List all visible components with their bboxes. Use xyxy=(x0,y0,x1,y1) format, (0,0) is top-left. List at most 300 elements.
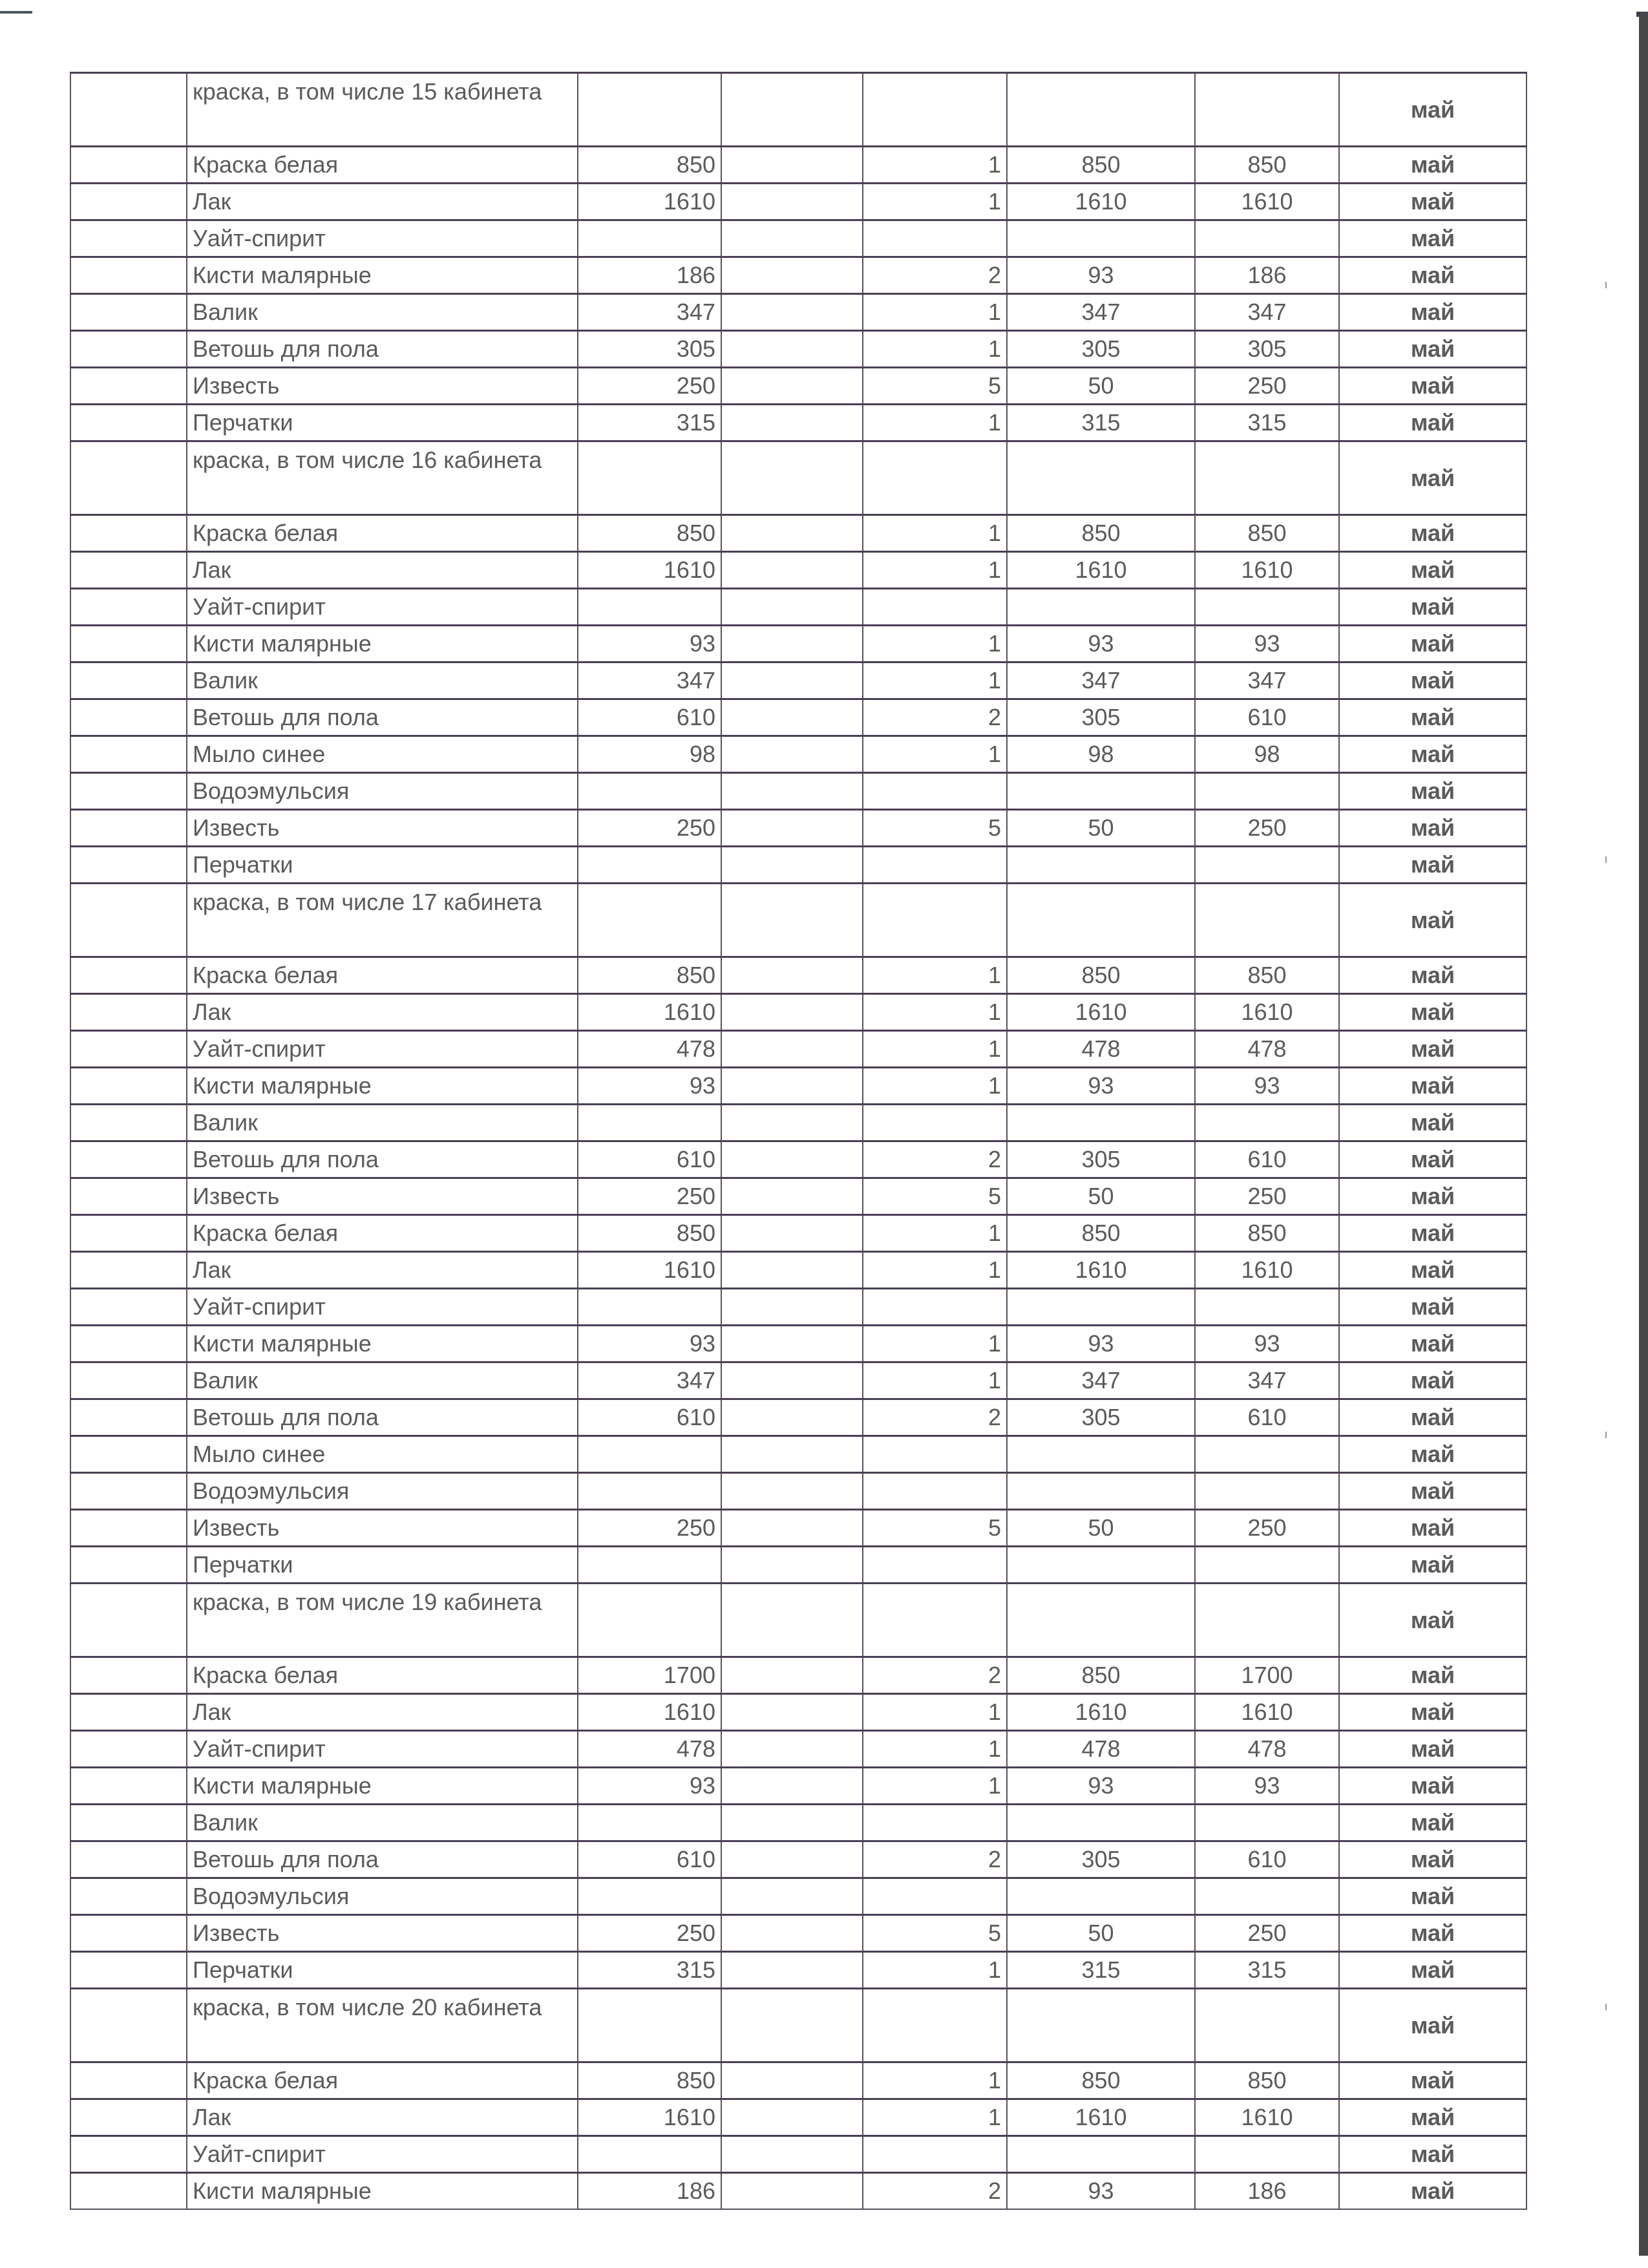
unit-price-cell: 850 xyxy=(1007,1657,1195,1694)
empty-cell xyxy=(721,1584,863,1657)
empty-cell xyxy=(721,1841,863,1878)
empty-cell xyxy=(721,1878,863,1915)
price-cell xyxy=(578,73,721,147)
price-cell xyxy=(578,220,721,257)
price-cell xyxy=(578,441,721,515)
quantity-cell xyxy=(863,1878,1007,1915)
empty-cell xyxy=(721,1805,863,1841)
month-cell: май xyxy=(1339,1952,1527,1989)
unit-price-cell xyxy=(1007,847,1195,884)
total-cell xyxy=(1195,1547,1339,1584)
price-cell: 93 xyxy=(578,626,721,662)
total-cell: 305 xyxy=(1195,331,1339,368)
total-cell: 347 xyxy=(1195,662,1339,699)
item-name-cell: Уайт-спирит xyxy=(187,1731,578,1768)
month-cell: май xyxy=(1339,847,1527,884)
index-cell xyxy=(70,736,187,773)
quantity-cell: 1 xyxy=(863,2062,1007,2099)
total-cell: 610 xyxy=(1195,699,1339,736)
empty-cell xyxy=(721,626,863,662)
table-row xyxy=(70,1178,1527,1215)
table-row xyxy=(70,1731,1527,1768)
total-cell: 610 xyxy=(1195,1399,1339,1436)
unit-price-cell: 478 xyxy=(1007,1731,1195,1768)
item-name-cell: Уайт-спирит xyxy=(187,2136,578,2173)
item-name-cell: Краска белая xyxy=(187,515,578,552)
price-cell: 347 xyxy=(578,1362,721,1399)
empty-cell xyxy=(721,552,863,589)
unit-price-cell: 50 xyxy=(1007,1915,1195,1952)
quantity-cell: 2 xyxy=(863,2173,1007,2210)
empty-cell xyxy=(721,884,863,957)
unit-price-cell: 315 xyxy=(1007,1952,1195,1989)
month-cell: май xyxy=(1339,2099,1527,2136)
index-cell xyxy=(70,847,187,884)
index-cell xyxy=(70,1510,187,1547)
empty-cell xyxy=(721,1915,863,1952)
total-cell: 93 xyxy=(1195,1768,1339,1805)
unit-price-cell xyxy=(1007,1547,1195,1584)
price-cell: 610 xyxy=(578,699,721,736)
item-name-cell: Валик xyxy=(187,662,578,699)
item-name-cell: Уайт-спирит xyxy=(187,589,578,626)
quantity-cell: 2 xyxy=(863,1657,1007,1694)
empty-cell xyxy=(721,220,863,257)
empty-cell xyxy=(721,957,863,994)
month-cell: май xyxy=(1339,1068,1527,1105)
table-row xyxy=(70,368,1527,405)
quantity-cell xyxy=(863,1584,1007,1657)
price-cell: 305 xyxy=(578,331,721,368)
unit-price-cell: 93 xyxy=(1007,626,1195,662)
total-cell: 850 xyxy=(1195,2062,1339,2099)
table-row xyxy=(70,1952,1527,1989)
table-row xyxy=(70,1694,1527,1731)
month-cell: май xyxy=(1339,1141,1527,1178)
table-row xyxy=(70,626,1527,662)
item-name-cell: краска, в том числе 15 кабинета xyxy=(187,73,578,147)
quantity-cell: 1 xyxy=(863,1031,1007,1068)
unit-price-cell: 1610 xyxy=(1007,1252,1195,1289)
item-name-cell: Уайт-спирит xyxy=(187,1031,578,1068)
index-cell xyxy=(70,1841,187,1878)
empty-cell xyxy=(721,994,863,1031)
month-cell: май xyxy=(1339,1436,1527,1473)
index-cell xyxy=(70,2099,187,2136)
total-cell: 850 xyxy=(1195,1215,1339,1252)
item-name-cell: Известь xyxy=(187,810,578,847)
unit-price-cell: 347 xyxy=(1007,662,1195,699)
total-cell: 1700 xyxy=(1195,1657,1339,1694)
empty-cell xyxy=(721,515,863,552)
index-cell xyxy=(70,1362,187,1399)
total-cell xyxy=(1195,441,1339,515)
empty-cell xyxy=(721,441,863,515)
quantity-cell: 1 xyxy=(863,184,1007,220)
item-name-cell: Краска белая xyxy=(187,957,578,994)
item-name-cell: Кисти малярные xyxy=(187,626,578,662)
quantity-cell xyxy=(863,1473,1007,1510)
table-row xyxy=(70,294,1527,331)
month-cell: май xyxy=(1339,773,1527,810)
item-name-cell: Ветошь для пола xyxy=(187,1841,578,1878)
month-cell: май xyxy=(1339,405,1527,441)
index-cell xyxy=(70,1694,187,1731)
table-row xyxy=(70,220,1527,257)
unit-price-cell xyxy=(1007,1105,1195,1141)
table-row xyxy=(70,2099,1527,2136)
price-cell: 1610 xyxy=(578,184,721,220)
table-row xyxy=(70,1657,1527,1694)
unit-price-cell xyxy=(1007,1473,1195,1510)
empty-cell xyxy=(721,1731,863,1768)
item-name-cell: Валик xyxy=(187,1362,578,1399)
table-row xyxy=(70,1141,1527,1178)
unit-price-cell: 1610 xyxy=(1007,994,1195,1031)
empty-cell xyxy=(721,1989,863,2062)
item-name-cell: Лак xyxy=(187,552,578,589)
total-cell: 347 xyxy=(1195,294,1339,331)
item-name-cell: Известь xyxy=(187,1510,578,1547)
quantity-cell: 2 xyxy=(863,1141,1007,1178)
table-row xyxy=(70,1105,1527,1141)
table-row xyxy=(70,257,1527,294)
price-cell: 186 xyxy=(578,2173,721,2210)
quantity-cell xyxy=(863,589,1007,626)
table-row xyxy=(70,699,1527,736)
table-row xyxy=(70,1215,1527,1252)
empty-cell xyxy=(721,1215,863,1252)
month-cell: май xyxy=(1339,1694,1527,1731)
index-cell xyxy=(70,515,187,552)
total-cell xyxy=(1195,1436,1339,1473)
table-row xyxy=(70,184,1527,220)
quantity-cell xyxy=(863,1436,1007,1473)
month-cell: май xyxy=(1339,2173,1527,2210)
price-cell: 250 xyxy=(578,810,721,847)
table-row xyxy=(70,1510,1527,1547)
total-cell: 1610 xyxy=(1195,1252,1339,1289)
unit-price-cell xyxy=(1007,2136,1195,2173)
item-name-cell: Кисти малярные xyxy=(187,1768,578,1805)
month-cell: май xyxy=(1339,736,1527,773)
price-cell: 1610 xyxy=(578,1252,721,1289)
total-cell: 850 xyxy=(1195,515,1339,552)
empty-cell xyxy=(721,736,863,773)
month-cell: май xyxy=(1339,1399,1527,1436)
table-row xyxy=(70,2062,1527,2099)
item-name-cell: Валик xyxy=(187,1105,578,1141)
item-name-cell: краска, в том числе 16 кабинета xyxy=(187,441,578,515)
price-cell: 478 xyxy=(578,1731,721,1768)
price-cell: 1700 xyxy=(578,1657,721,1694)
price-cell: 93 xyxy=(578,1326,721,1362)
price-cell: 186 xyxy=(578,257,721,294)
index-cell xyxy=(70,1657,187,1694)
month-cell: май xyxy=(1339,1584,1527,1657)
table-row xyxy=(70,147,1527,184)
scan-mark-dash xyxy=(0,11,32,14)
month-cell: май xyxy=(1339,662,1527,699)
index-cell xyxy=(70,1252,187,1289)
price-cell xyxy=(578,1584,721,1657)
quantity-cell: 1 xyxy=(863,994,1007,1031)
total-cell xyxy=(1195,1473,1339,1510)
item-name-cell: Перчатки xyxy=(187,1952,578,1989)
scan-speck xyxy=(1605,282,1607,288)
unit-price-cell: 347 xyxy=(1007,294,1195,331)
quantity-cell xyxy=(863,1289,1007,1326)
item-name-cell: Ветошь для пола xyxy=(187,1399,578,1436)
empty-cell xyxy=(721,257,863,294)
empty-cell xyxy=(721,2136,863,2173)
quantity-cell: 1 xyxy=(863,515,1007,552)
month-cell: май xyxy=(1339,1105,1527,1141)
scan-page-edge xyxy=(1639,12,1648,2256)
quantity-cell: 1 xyxy=(863,147,1007,184)
quantity-cell xyxy=(863,73,1007,147)
index-cell xyxy=(70,1952,187,1989)
empty-cell xyxy=(721,294,863,331)
table-row xyxy=(70,847,1527,884)
index-cell xyxy=(70,1178,187,1215)
unit-price-cell xyxy=(1007,1289,1195,1326)
empty-cell xyxy=(721,1326,863,1362)
index-cell xyxy=(70,1141,187,1178)
index-cell xyxy=(70,2173,187,2210)
quantity-cell: 1 xyxy=(863,1215,1007,1252)
month-cell: май xyxy=(1339,1178,1527,1215)
unit-price-cell: 93 xyxy=(1007,257,1195,294)
index-cell xyxy=(70,220,187,257)
empty-cell xyxy=(721,2173,863,2210)
month-cell: май xyxy=(1339,2062,1527,2099)
total-cell: 250 xyxy=(1195,1178,1339,1215)
quantity-cell: 5 xyxy=(863,1510,1007,1547)
quantity-cell xyxy=(863,220,1007,257)
empty-cell xyxy=(721,1141,863,1178)
total-cell: 1610 xyxy=(1195,994,1339,1031)
empty-cell xyxy=(721,1289,863,1326)
item-name-cell: Водоэмульсия xyxy=(187,1878,578,1915)
index-cell xyxy=(70,773,187,810)
month-cell: май xyxy=(1339,1657,1527,1694)
empty-cell xyxy=(721,368,863,405)
empty-cell xyxy=(721,1436,863,1473)
index-cell xyxy=(70,957,187,994)
table-row xyxy=(70,1399,1527,1436)
table-row xyxy=(70,1473,1527,1510)
item-name-cell: Кисти малярные xyxy=(187,1068,578,1105)
quantity-cell xyxy=(863,1105,1007,1141)
unit-price-cell: 1610 xyxy=(1007,184,1195,220)
month-cell: май xyxy=(1339,626,1527,662)
unit-price-cell xyxy=(1007,1436,1195,1473)
index-cell xyxy=(70,1584,187,1657)
item-name-cell: Лак xyxy=(187,2099,578,2136)
unit-price-cell: 93 xyxy=(1007,1768,1195,1805)
unit-price-cell: 1610 xyxy=(1007,2099,1195,2136)
index-cell xyxy=(70,1989,187,2062)
item-name-cell: Валик xyxy=(187,1805,578,1841)
empty-cell xyxy=(721,1547,863,1584)
month-cell: май xyxy=(1339,441,1527,515)
unit-price-cell xyxy=(1007,589,1195,626)
index-cell xyxy=(70,73,187,147)
quantity-cell: 2 xyxy=(863,1841,1007,1878)
unit-price-cell: 1610 xyxy=(1007,1694,1195,1731)
price-cell: 250 xyxy=(578,368,721,405)
total-cell: 93 xyxy=(1195,626,1339,662)
unit-price-cell: 98 xyxy=(1007,736,1195,773)
table-row xyxy=(70,736,1527,773)
price-cell: 315 xyxy=(578,405,721,441)
unit-price-cell xyxy=(1007,1584,1195,1657)
quantity-cell: 1 xyxy=(863,552,1007,589)
price-cell: 850 xyxy=(578,2062,721,2099)
month-cell: май xyxy=(1339,994,1527,1031)
empty-cell xyxy=(721,184,863,220)
quantity-cell xyxy=(863,773,1007,810)
index-cell xyxy=(70,1215,187,1252)
unit-price-cell: 93 xyxy=(1007,1326,1195,1362)
item-name-cell: Ветошь для пола xyxy=(187,1141,578,1178)
item-name-cell: краска, в том числе 20 кабинета xyxy=(187,1989,578,2062)
unit-price-cell: 850 xyxy=(1007,515,1195,552)
quantity-cell: 1 xyxy=(863,1326,1007,1362)
item-name-cell: Лак xyxy=(187,994,578,1031)
table-row xyxy=(70,1915,1527,1952)
unit-price-cell xyxy=(1007,1989,1195,2062)
total-cell: 93 xyxy=(1195,1068,1339,1105)
item-name-cell: Краска белая xyxy=(187,1215,578,1252)
index-cell xyxy=(70,147,187,184)
item-name-cell: краска, в том числе 19 кабинета xyxy=(187,1584,578,1657)
quantity-cell: 1 xyxy=(863,662,1007,699)
unit-price-cell xyxy=(1007,1878,1195,1915)
quantity-cell: 1 xyxy=(863,957,1007,994)
table-row xyxy=(70,2136,1527,2173)
total-cell: 347 xyxy=(1195,1362,1339,1399)
empty-cell xyxy=(721,847,863,884)
quantity-cell: 2 xyxy=(863,699,1007,736)
item-name-cell: Ветошь для пола xyxy=(187,331,578,368)
month-cell: май xyxy=(1339,2136,1527,2173)
empty-cell xyxy=(721,1510,863,1547)
quantity-cell: 1 xyxy=(863,294,1007,331)
index-cell xyxy=(70,1289,187,1326)
quantity-cell: 2 xyxy=(863,257,1007,294)
month-cell: май xyxy=(1339,810,1527,847)
total-cell xyxy=(1195,1989,1339,2062)
total-cell: 98 xyxy=(1195,736,1339,773)
price-cell: 93 xyxy=(578,1768,721,1805)
quantity-cell: 1 xyxy=(863,1252,1007,1289)
unit-price-cell xyxy=(1007,884,1195,957)
table-row xyxy=(70,1289,1527,1326)
scan-speck xyxy=(1605,2004,1607,2010)
month-cell: май xyxy=(1339,1805,1527,1841)
item-name-cell: Известь xyxy=(187,368,578,405)
table-row xyxy=(70,1436,1527,1473)
price-cell xyxy=(578,1878,721,1915)
price-cell xyxy=(578,1436,721,1473)
materials-table xyxy=(70,72,1527,2210)
price-cell: 250 xyxy=(578,1510,721,1547)
index-cell xyxy=(70,331,187,368)
empty-cell xyxy=(721,1399,863,1436)
total-cell xyxy=(1195,73,1339,147)
quantity-cell: 1 xyxy=(863,2099,1007,2136)
table-row xyxy=(70,1768,1527,1805)
quantity-cell: 1 xyxy=(863,1731,1007,1768)
unit-price-cell: 850 xyxy=(1007,2062,1195,2099)
section-row xyxy=(70,884,1527,957)
table-row xyxy=(70,1031,1527,1068)
index-cell xyxy=(70,1915,187,1952)
month-cell: май xyxy=(1339,1362,1527,1399)
item-name-cell: Перчатки xyxy=(187,405,578,441)
unit-price-cell: 305 xyxy=(1007,331,1195,368)
empty-cell xyxy=(721,147,863,184)
price-cell: 850 xyxy=(578,147,721,184)
index-cell xyxy=(70,552,187,589)
index-cell xyxy=(70,405,187,441)
price-cell xyxy=(578,1473,721,1510)
quantity-cell xyxy=(863,1805,1007,1841)
table-row xyxy=(70,1326,1527,1362)
section-row xyxy=(70,1989,1527,2062)
scan-speck xyxy=(1605,1432,1607,1438)
index-cell xyxy=(70,994,187,1031)
unit-price-cell: 850 xyxy=(1007,147,1195,184)
quantity-cell: 5 xyxy=(863,368,1007,405)
month-cell: май xyxy=(1339,1252,1527,1289)
unit-price-cell xyxy=(1007,73,1195,147)
month-cell: май xyxy=(1339,515,1527,552)
unit-price-cell: 305 xyxy=(1007,699,1195,736)
unit-price-cell xyxy=(1007,773,1195,810)
month-cell: май xyxy=(1339,1031,1527,1068)
unit-price-cell: 850 xyxy=(1007,957,1195,994)
price-cell xyxy=(578,589,721,626)
table-body xyxy=(70,73,1527,2210)
index-cell xyxy=(70,1547,187,1584)
quantity-cell: 5 xyxy=(863,1178,1007,1215)
unit-price-cell: 315 xyxy=(1007,405,1195,441)
total-cell: 850 xyxy=(1195,147,1339,184)
price-cell xyxy=(578,847,721,884)
total-cell: 186 xyxy=(1195,257,1339,294)
total-cell: 1610 xyxy=(1195,1694,1339,1731)
total-cell xyxy=(1195,884,1339,957)
price-cell xyxy=(578,1805,721,1841)
unit-price-cell: 305 xyxy=(1007,1141,1195,1178)
price-cell: 850 xyxy=(578,1215,721,1252)
index-cell xyxy=(70,884,187,957)
scan-speck xyxy=(1605,856,1607,863)
item-name-cell: Известь xyxy=(187,1915,578,1952)
month-cell: май xyxy=(1339,1731,1527,1768)
table-row xyxy=(70,1878,1527,1915)
empty-cell xyxy=(721,1252,863,1289)
empty-cell xyxy=(721,699,863,736)
month-cell: май xyxy=(1339,1547,1527,1584)
unit-price-cell: 347 xyxy=(1007,1362,1195,1399)
table-row xyxy=(70,810,1527,847)
total-cell: 186 xyxy=(1195,2173,1339,2210)
empty-cell xyxy=(721,2062,863,2099)
